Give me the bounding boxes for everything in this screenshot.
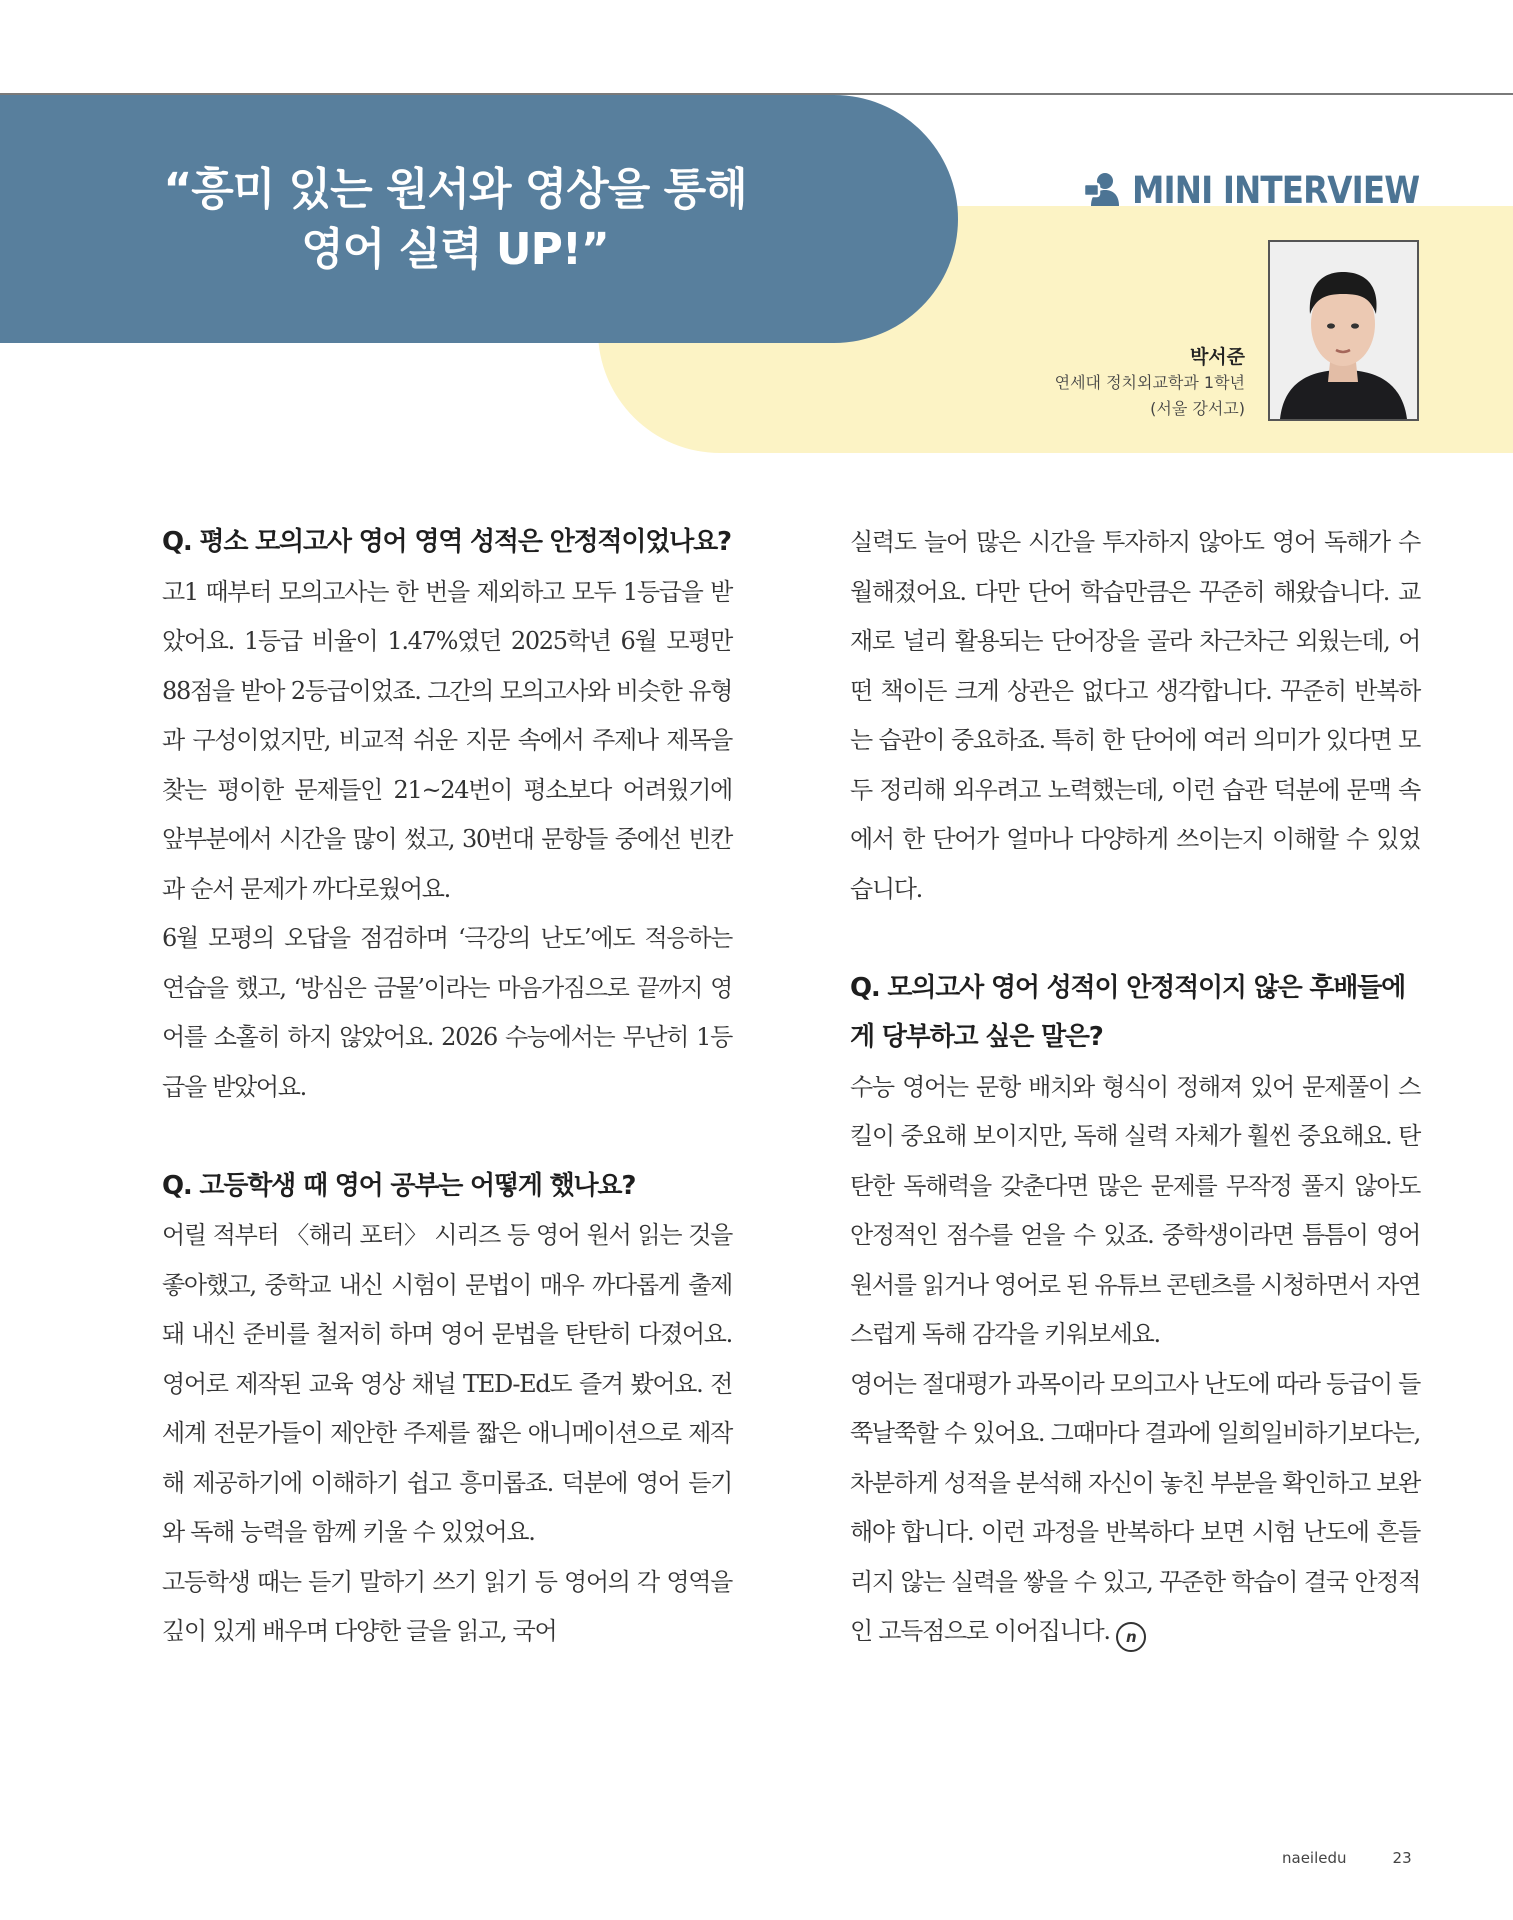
mini-interview-label: MINI INTERVIEW xyxy=(1132,168,1420,212)
interviewee-name: 박서준 xyxy=(1189,346,1245,368)
end-mark-icon: n xyxy=(1116,1622,1146,1652)
answer-2-paragraph-2-continued: 실력도 늘어 많은 시간을 투자하지 않아도 영어 독해가 수월해졌어요. 다만 단어 학습만큼은 꾸준히 해왔습니다. 교재로 널리 활용되는 단어장을 골라 차근차근 외웠는데, 어떤 책이든 크게 상관은 없다고 생각합니다. 꾸준히 반복하는 습관이 중요하죠. 특히 한 단어에 여러 의미가 있다면 모두 정리해 외우려고 노력했는데, 이런 습관 덕분에 문맥 속에서 한 단어가 얼마나 다양하게 쓰이는지 이해할 수 있었습니다. xyxy=(850,528,1420,903)
answer-2-paragraph-2: 고등학생 때는 듣기 말하기 쓰기 읽기 등 영어의 각 영역을 깊이 있게 배우며 다양한 글을 읽고, 국어 xyxy=(162,1567,732,1645)
section-label xyxy=(1082,165,1458,215)
headline-line-1: “흥미 있는 원서와 영상을 통해 xyxy=(163,164,747,215)
page-number: 23 xyxy=(1392,1849,1412,1867)
answer-2-paragraph-1: 어릴 적부터 〈해리 포터〉 시리즈 등 영어 원서 읽는 것을 좋아했고, 중학교 내신 시험이 문법이 매우 까다롭게 출제돼 내신 준비를 철저히 하며 영어 문법을 탄탄히 다졌어요. 영어로 제작된 교육 영상 채널 TED-Ed도 즐겨 봤어요. 전 세계 전문가들이 제안한 주제를 짧은 애니메이션으로 제작해 제공하기에 이해하기 쉽고 흥미롭죠. 덕분에 영어 듣기와 독해 능력을 함께 키울 수 있었어요. xyxy=(162,1221,732,1546)
interview-person-icon xyxy=(1082,170,1122,210)
answer-1-paragraph-1: 고1 때부터 모의고사는 한 번을 제외하고 모두 1등급을 받았어요. 1등급 비율이 1.47%였던 2025학년 6월 모평만 88점을 받아 2등급이었죠. 그간의 모의고사와 비슷한 유형과 구성이었지만, 비교적 쉬운 지문 속에서 주제나 제목을 찾는 평이한 문제들인 21~24번이 평소보다 어려웠기에 앞부분에서 시간을 많이 썼고, 30번대 문항들 중에선 빈칸과 순서 문제가 까다로웠어요. xyxy=(162,577,732,903)
affiliation-line-2: (서울 강서고) xyxy=(1150,399,1245,418)
question-1: Q. 평소 모의고사 영어 영역 성적은 안정적이었나요? xyxy=(162,527,731,557)
question-2: Q. 고등학생 때 영어 공부는 어떻게 했나요? xyxy=(162,1170,636,1201)
headline-line-2: 영어 실력 UP!” xyxy=(301,224,609,275)
headline xyxy=(60,160,850,280)
answer-3-paragraph-2 xyxy=(850,1360,1420,1657)
right-column xyxy=(850,518,1420,1657)
answer-3-paragraph-1: 수능 영어는 문항 배치와 형식이 정해져 있어 문제풀이 스킬이 중요해 보이지만, 독해 실력 자체가 훨씬 중요해요. 탄탄한 독해력을 갖춘다면 많은 문제를 무작정 풀지 않아도 안정적인 점수를 얻을 수 있죠. 중학생이라면 틈틈이 영어 원서를 읽거나 영어로 된 유튜브 콘텐츠를 시청하면서 자연스럽게 독해 감각을 키워보세요. xyxy=(850,1072,1420,1348)
page-footer xyxy=(1282,1849,1412,1867)
answer-3-paragraph-2-text: 영어는 절대평가 과목이라 모의고사 난도에 따라 등급이 들쭉날쭉할 수 있어요. 그때마다 결과에 일희일비하기보다는, 차분하게 성적을 분석해 자신이 놓친 부분을 확인하고 보완해야 합니다. 이런 과정을 반복하다 보면 시험 난도에 흔들리지 않는 실력을 쌓을 수 있고, 꾸준한 학습이 결국 안정적인 고득점으로 이어집니다. xyxy=(850,1369,1420,1645)
answer-1-paragraph-2: 6월 모평의 오답을 점검하며 ‘극강의 난도’에도 적응하는 연습을 했고, ‘방심은 금물’이라는 마음가짐으로 끝까지 영어를 소홀히 하지 않았어요. 2026 수능에서는 무난히 1등급을 받았어요. xyxy=(162,924,732,1101)
footer-brand: naeiledu xyxy=(1282,1849,1347,1867)
affiliation-line-1: 연세대 정치외교학과 1학년 xyxy=(1054,373,1245,392)
left-column xyxy=(162,518,732,1657)
question-3: Q. 모의고사 영어 성적이 안정적이지 않은 후배들에게 당부하고 싶은 말은? xyxy=(850,972,1406,1052)
interviewee-photo xyxy=(1268,240,1419,421)
interviewee-affiliation xyxy=(1055,370,1245,422)
